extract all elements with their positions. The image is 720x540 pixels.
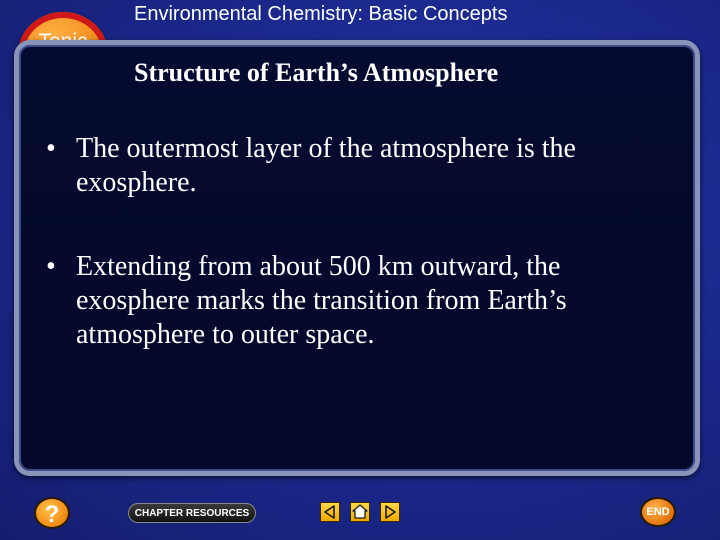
bullet-marker: • bbox=[46, 251, 56, 282]
bullet-text: Extending from about 500 km outward, the exosphere marks the transition from Earth’s atmosphere to outer space. bbox=[76, 251, 567, 350]
end-button[interactable] bbox=[640, 497, 676, 527]
bullet-item bbox=[46, 250, 676, 352]
bullet-marker: • bbox=[46, 133, 56, 164]
forward-arrow-icon bbox=[381, 503, 399, 521]
bullet-text: The outermost layer of the atmosphere is the exosphere. bbox=[76, 133, 576, 198]
forward-button[interactable] bbox=[380, 502, 400, 522]
bullet-item bbox=[46, 132, 676, 200]
chapter-resources-label: CHAPTER RESOURCES bbox=[134, 508, 250, 519]
help-button[interactable] bbox=[34, 497, 70, 529]
course-title: Environmental Chemistry: Basic Concepts bbox=[134, 3, 508, 25]
help-icon: ? bbox=[44, 501, 60, 528]
back-arrow-icon bbox=[321, 503, 339, 521]
bullet-list bbox=[46, 132, 676, 402]
home-icon bbox=[351, 503, 369, 521]
back-button[interactable] bbox=[320, 502, 340, 522]
home-button[interactable] bbox=[350, 502, 370, 522]
slide-title: Structure of Earth’s Atmosphere bbox=[134, 58, 499, 87]
chapter-resources-button[interactable] bbox=[128, 503, 256, 523]
end-label: END bbox=[646, 506, 670, 518]
